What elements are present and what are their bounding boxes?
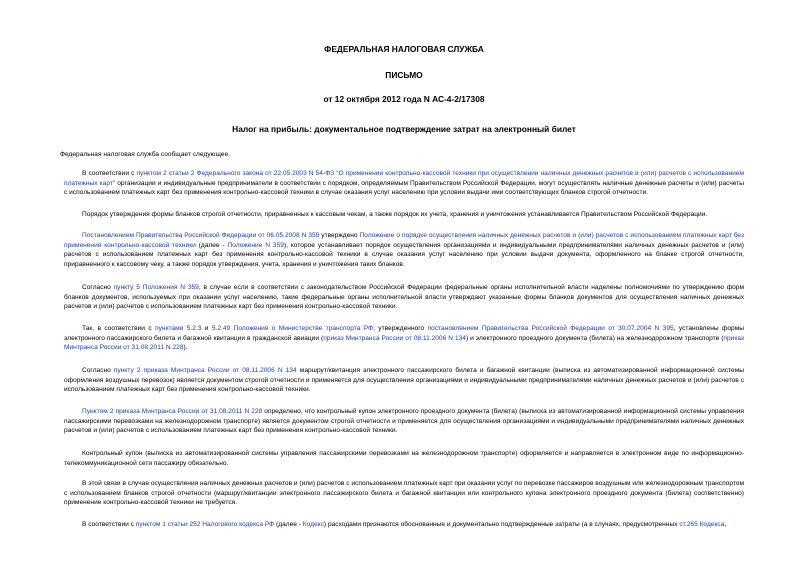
order-228-link[interactable]: приказ Минтранса России от 31.08.2011 N 228	[64, 334, 744, 352]
text: В соответствии с	[82, 521, 136, 528]
text: (далее -	[274, 521, 303, 528]
document-subject: Налог на прибыль: документальное подтверждение затрат на электронный билет	[232, 124, 576, 134]
paragraph-2: Порядок утверждения формы бланков строгой отчетности, приравненных к кассовым чекам, а также порядок их учета, хранения и уничтожения устанавливается Правительством Российской Федерации.	[82, 211, 708, 218]
text: ,	[724, 521, 727, 528]
text: Согласно	[82, 367, 114, 374]
paragraph-10	[64, 520, 744, 530]
text: утверждено	[319, 232, 360, 239]
resolution-359-link[interactable]: Постановлением Правительства Российской Федерации от 06.05.2008 N 359	[82, 232, 320, 239]
text: определено, что контрольный купон электронного проездного документа (билета) (выписка из автоматизированной информационной системы управления пассажирскими перевозками на железнодорожном транспорте) является документом строгой отчетности и применяется для осуществления организациями и индивидуальными предпринимателями наличных денежных расчетов и (или) расчетов с использованием платежных карт без применения контрольно-кассовой техники.	[64, 408, 744, 435]
clause-5249-link[interactable]: 5.2.49 Положения о Министерстве транспорта РФ	[211, 325, 374, 332]
agency-title: ФЕДЕРАЛЬНАЯ НАЛОГОВАЯ СЛУЖБА	[324, 44, 484, 54]
paragraph-8: Контрольный купон (выписка из автоматизированной системы управления пассажирскими перевозками на железнодорожном транспорте) оформляется и направляется в электронном виде по информационно-телекоммуникационной сети пассажиру обязательно.	[64, 450, 744, 467]
text: (далее -	[195, 241, 228, 249]
order-228-clause-2-link[interactable]: Пунктом 2 приказа Минтранса России от 31.08.2011 N 228	[82, 408, 263, 415]
article-265-link[interactable]: ст.265 Кодекса	[679, 521, 725, 528]
text: ) и электронного проездного документа (билета) на железнодорожном транспорте (	[465, 334, 724, 342]
regulation-link[interactable]: Положение о порядке осуществления наличных денежных расчетов и (или) расчетов с использованием платежных карт без применения контрольно-кассовой техники	[64, 232, 744, 249]
text: Так, в соответствии с	[82, 325, 156, 332]
clause-5-link[interactable]: пункту 5 Положения N 359	[113, 284, 199, 291]
code-link[interactable]: Кодекс	[302, 521, 324, 528]
text: маршрут/квитанция электронного пассажирского билета и багажной квитанции (выписка из автоматизированной информационной системы оформления воздушных перевозок) является документом строгой отчетности и применяется для осуществления организациями и индивидуальными предпринимателями наличных денежных расчетов и (или) расчетов с использованием платежных карт без применения контрольно-кассовой техники.	[64, 367, 744, 394]
order-134-link[interactable]: приказ Минтранса России от 08.11.2006 N 134	[323, 334, 466, 342]
paragraph-6	[64, 366, 744, 395]
intro-paragraph: Федеральная налоговая служба сообщает следующее.	[60, 151, 230, 158]
document-type: ПИСЬМО	[385, 70, 423, 80]
order-134-clause-2-link[interactable]: пункту 2 приказа Минтранса России от 08.11.2006 N 134	[113, 367, 297, 374]
text: , в случае если в соответствии с законодательством Российской Федерации федеральные органы исполнительной власти наделены полномочиями по утверждению форм бланков документов, используемых при оказании услуг населению, такие федеральные органы исполнительной власти утверждают указанные формы бланков документов для осуществления наличных денежных расчетов и (или) расчетов с использованием платежных карт без применения контрольно-кассовой техники.	[64, 284, 744, 311]
paragraph-4	[64, 283, 744, 312]
text: организации и индивидуальные предприниматели в соответствии с порядком, определяемым Правительством Российской Федерации, могут осуществлять наличные денежные расчеты и (или) расчеты с использованием платежных карт без применения контрольно-кассовой техники в случае оказания услуг населению при условии выдачи ими соответствующих бланков строгой отчетности.	[64, 179, 745, 197]
text: ) расходами признаются обоснованные и документально подтвержденные затраты (а в случаях, предусмотренных	[323, 521, 680, 528]
text: Согласно	[82, 284, 114, 291]
paragraph-5	[64, 324, 744, 353]
text: ).	[183, 344, 188, 352]
text: и	[201, 325, 212, 332]
text: , утвержденного	[373, 325, 428, 332]
paragraph-9: В этой связи в случае осуществления наличных денежных расчетов и (или) расчетов с использованием платежных карт при оказании услуг по перевозке пассажиров воздушным или железнодорожным транспортом с использованием бланков строгой отчетности (маршрут/квитанции электронного пассажирского билета и багажной квитанции или контрольного купона электронного проездного документа (билета) соответственно) применение контрольно-кассовой техники не требуется.	[64, 480, 744, 507]
clauses-523-link[interactable]: пунктами 5.2.3	[155, 325, 202, 332]
regulation-359-link[interactable]: Положение N 359	[227, 241, 284, 249]
law-54fz-link[interactable]: пунктом 2 статьи 2 Федерального закона от 22.05.2003 N 54-ФЗ "О применении контрольно-кассовой техники при осуществлении наличных денежных расчетов и (или) расчетов с использованием платежных карт"	[64, 170, 744, 187]
paragraph-1	[64, 169, 744, 198]
resolution-395-link[interactable]: постановлением Правительства Российской Федерации от 30.07.2004 N 395	[427, 325, 674, 332]
text: , установлены формы электронного пассажирского билета и багажной квитанции в гражданской авиации (	[64, 325, 744, 342]
paragraph-3	[64, 231, 744, 269]
document-reference: от 12 октября 2012 года N АС-4-2/17308	[323, 94, 485, 104]
text: ), которое устанавливает порядок осуществления организациями и индивидуальными предпринимателями наличных денежных расчетов и (или) расчетов с использованием платежных карт без применения контрольно-кассовой техники в случае оказания услуг населению при условии выдачи документа, оформленного на бланке строгой отчетности, приравненного к кассовому чеку, а также порядок утверждения, учета, хранения и уничтожения таких бланков.	[64, 241, 744, 268]
text: В соответствии с	[82, 170, 137, 177]
paragraph-7	[64, 407, 744, 436]
tax-code-252-link[interactable]: пунктом 1 статьи 252 Налогового кодекса РФ	[135, 521, 275, 528]
